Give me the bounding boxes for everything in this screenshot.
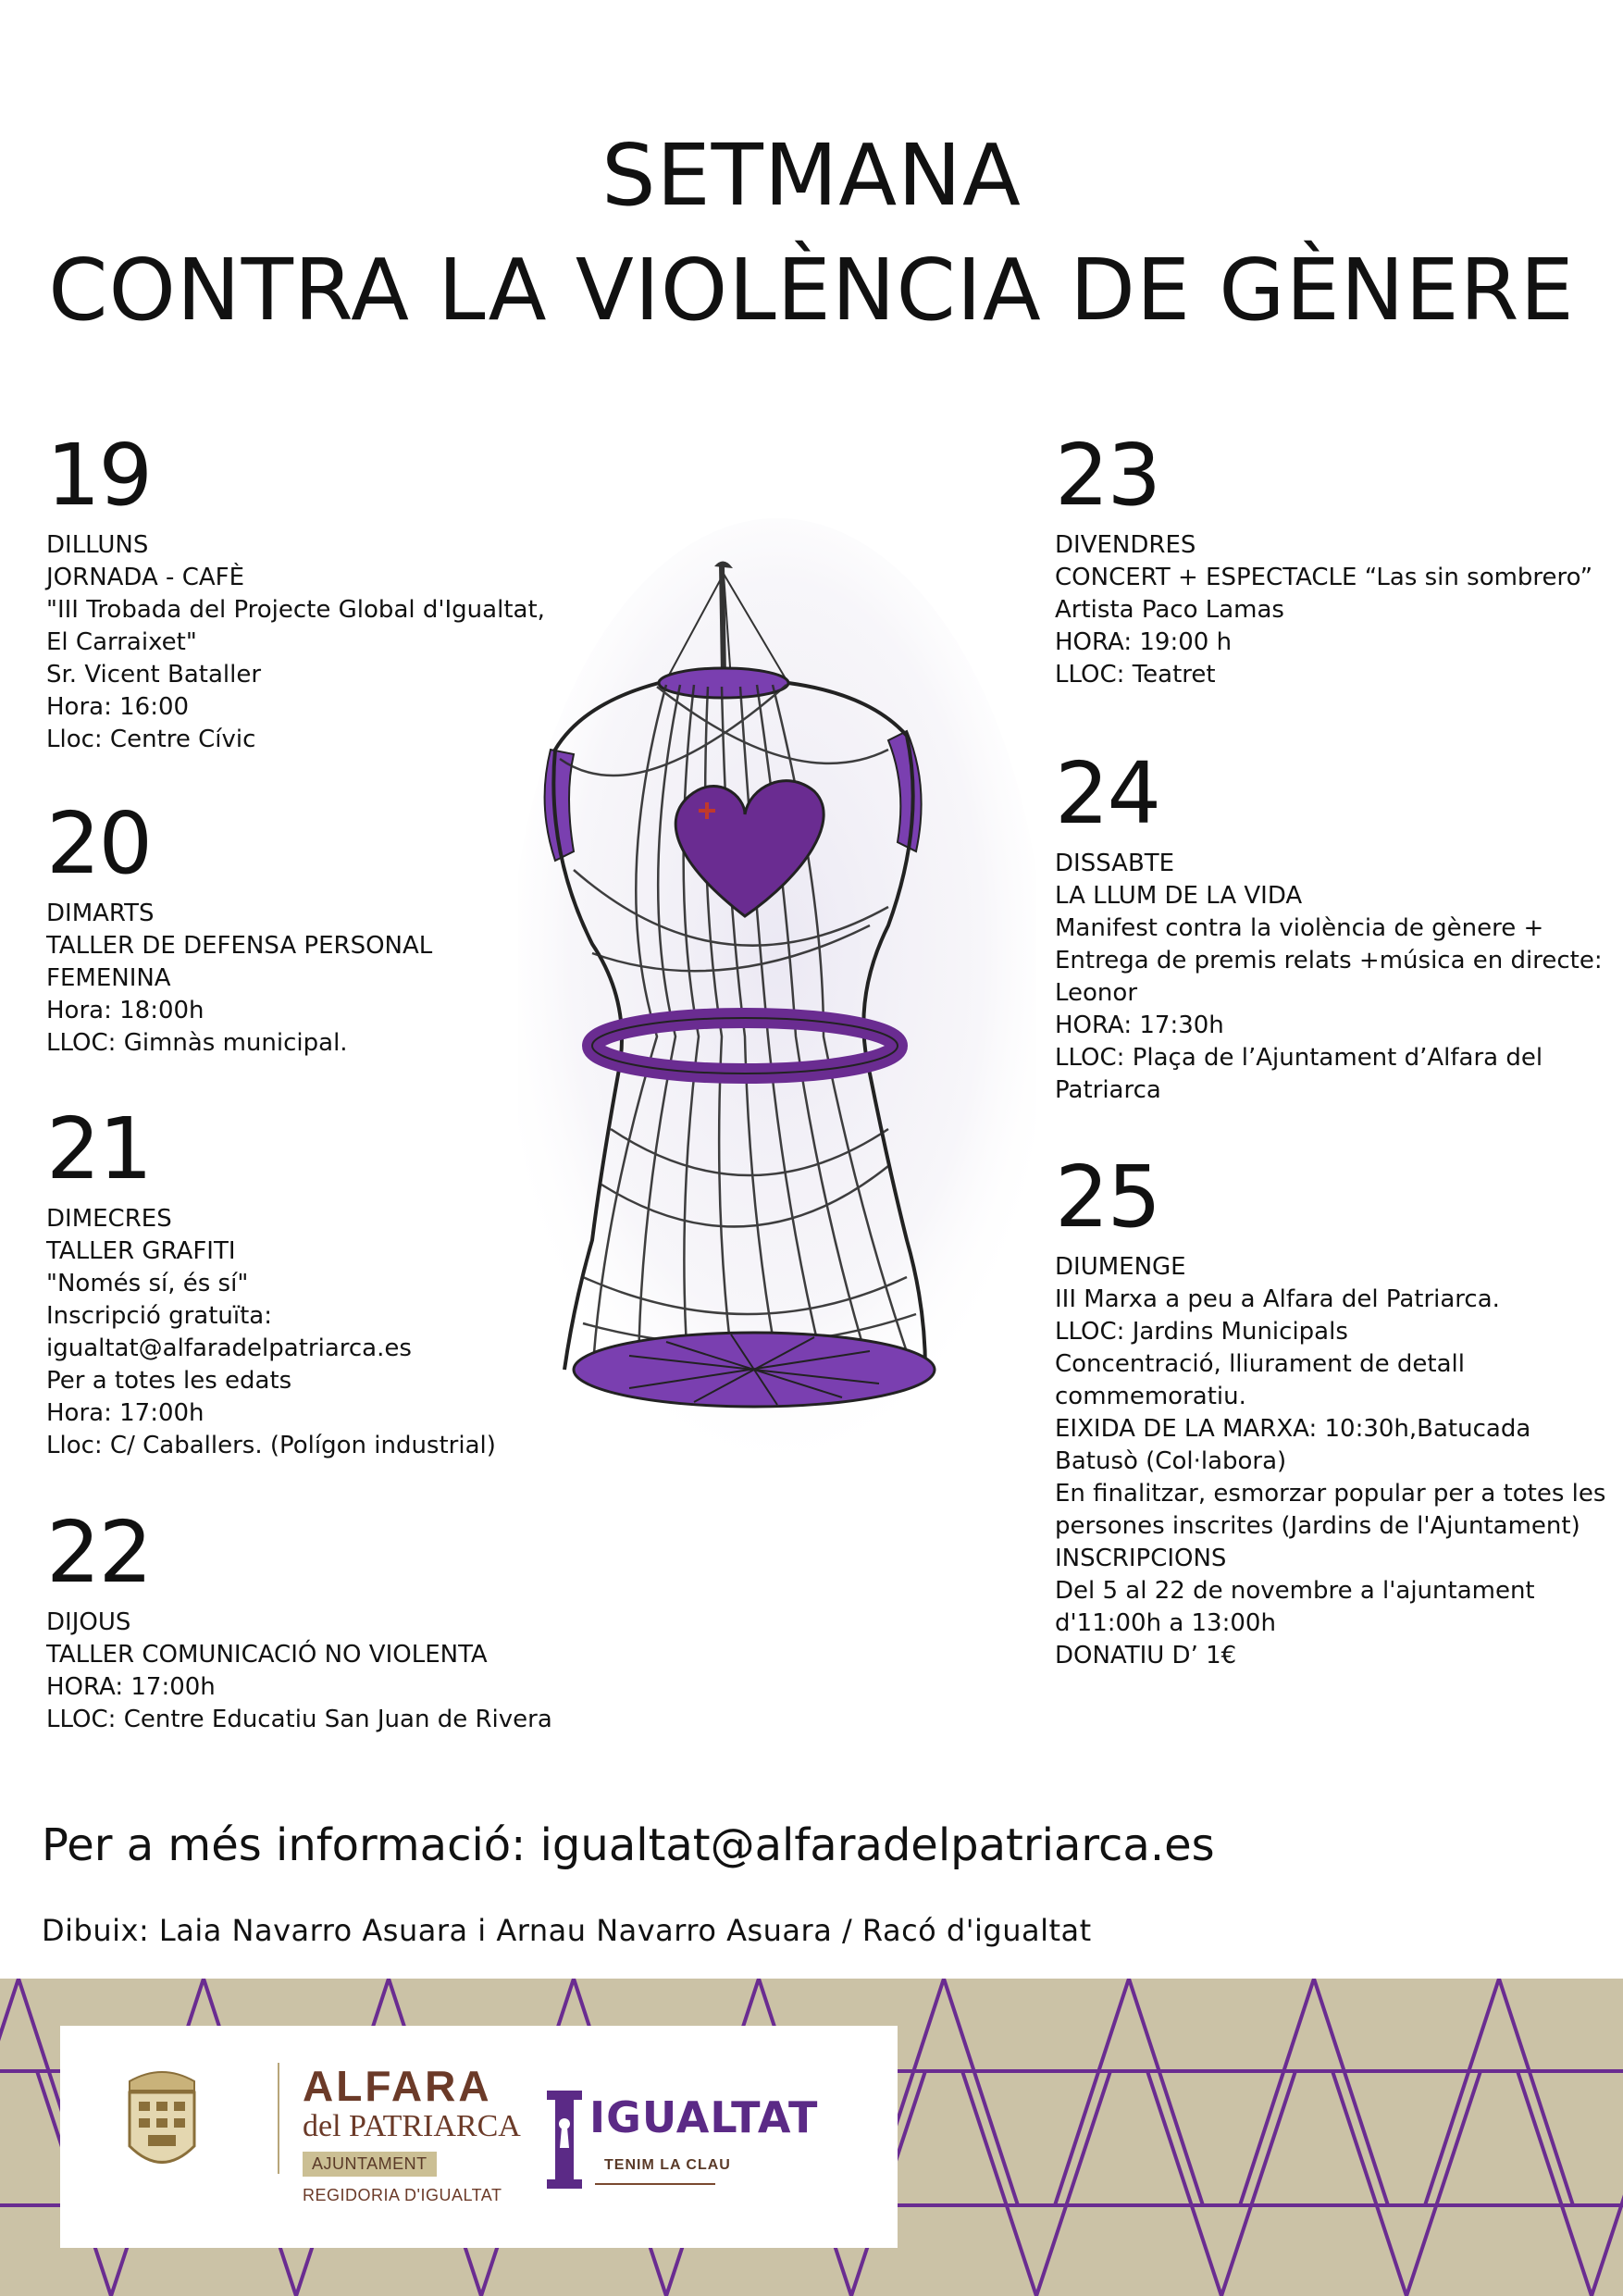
event-line: "Només sí, és sí" [46, 1270, 249, 1297]
event-line: HORA: 17:00h [46, 1673, 216, 1701]
event-day-23 [1055, 426, 1610, 691]
event-day-number: 20 [46, 794, 152, 893]
event-line: LA LLUM DE LA VIDA [1055, 882, 1303, 910]
event-line: LLOC: Plaça de l’Ajuntament d’Alfara del [1055, 1044, 1543, 1072]
event-line: TALLER GRAFITI [46, 1237, 236, 1265]
event-line: Patriarca [1055, 1076, 1161, 1104]
title-line-1: SETMANA [601, 126, 1022, 225]
event-line: DIVENDRES [1055, 531, 1196, 559]
ajuntament-badge: AJUNTAMENT [303, 2152, 437, 2177]
logo-divider [278, 2063, 279, 2174]
igualtat-name: IGUALTAT [589, 2092, 819, 2142]
event-line: DONATIU D’ 1€ [1055, 1642, 1237, 1669]
alfara-name: ALFARA [303, 2062, 492, 2110]
event-line: CONCERT + ESPECTACLE “Las sin sombrero” [1055, 564, 1593, 591]
event-line: El Carraixet" [46, 628, 197, 656]
event-line: Del 5 al 22 de novembre a l'ajuntament [1055, 1577, 1535, 1605]
event-line: Leonor [1055, 979, 1138, 1007]
event-line: Artista Paco Lamas [1055, 596, 1284, 624]
coat-of-arms-icon [120, 2063, 204, 2183]
event-day-25 [1055, 1148, 1610, 1672]
event-line: Concentració, lliurament de detall [1055, 1350, 1465, 1378]
event-line: persones inscrites (Jardins de l'Ajuntament) [1055, 1512, 1580, 1540]
event-line: Hora: 16:00 [46, 693, 190, 721]
regidoria-label: REGIDORIA D'IGUALTAT [303, 2186, 502, 2204]
event-line: DIUMENGE [1055, 1253, 1186, 1281]
event-line: DISSABTE [1055, 850, 1175, 877]
event-day-number: 23 [1055, 426, 1160, 525]
title-line-2: CONTRA LA VIOLÈNCIA DE GÈNERE [48, 241, 1575, 340]
alfara-logo [303, 2063, 521, 2205]
event-line: Batusò (Col·labora) [1055, 1447, 1287, 1475]
event-line: DILLUNS [46, 531, 149, 559]
event-line: DIMARTS [46, 900, 155, 927]
poster-title [0, 118, 1623, 348]
event-line: INSCRIPCIONS [1055, 1545, 1227, 1572]
event-line: LLOC: Jardins Municipals [1055, 1318, 1348, 1346]
event-line: Lloc: Centre Cívic [46, 726, 256, 753]
event-line: Manifest contra la violència de gènere + [1055, 914, 1544, 942]
event-line: TALLER COMUNICACIÓ NO VIOLENTA [46, 1641, 488, 1669]
event-line: d'11:00h a 13:00h [1055, 1609, 1276, 1637]
event-line: Per a totes les edats [46, 1367, 292, 1395]
event-day-number: 24 [1055, 744, 1160, 843]
event-line: Hora: 17:00h [46, 1399, 204, 1427]
event-day-24 [1055, 744, 1610, 1107]
event-line: HORA: 19:00 h [1055, 628, 1233, 656]
event-day-number: 25 [1055, 1148, 1160, 1247]
igualtat-underline [595, 2183, 715, 2185]
event-day-number: 19 [46, 426, 152, 525]
event-day-22 [46, 1503, 620, 1736]
event-line: "III Trobada del Projecte Global d'Igualtat, [46, 596, 545, 624]
event-line: En finalitzar, esmorzar popular per a totes les [1055, 1480, 1606, 1508]
event-day-number: 21 [46, 1099, 152, 1198]
info-line: Per a més informació: igualtat@alfaradelpatriarca.es [42, 1819, 1215, 1871]
event-line: TALLER DE DEFENSA PERSONAL [46, 932, 433, 960]
event-day-number: 22 [46, 1503, 152, 1602]
mannequin-cage-drawing [518, 518, 1036, 1462]
event-line: FEMENINA [46, 964, 171, 992]
event-line: Sr. Vicent Bataller [46, 661, 262, 689]
keyhole-icon [541, 2091, 588, 2192]
event-line: EIXIDA DE LA MARXA: 10:30h,Batucada [1055, 1415, 1531, 1443]
event-line: HORA: 17:30h [1055, 1011, 1224, 1039]
event-line: commemoratiu. [1055, 1383, 1246, 1410]
logos-panel [60, 2026, 898, 2248]
event-line: JORNADA - CAFÈ [46, 564, 245, 591]
igualtat-logo [541, 2072, 819, 2202]
event-line: LLOC: Gimnàs municipal. [46, 1029, 348, 1057]
event-line: DIJOUS [46, 1608, 131, 1636]
event-line: Lloc: C/ Caballers. (Polígon industrial) [46, 1432, 496, 1459]
drawing-credit: Dibuix: Laia Navarro Asuara i Arnau Navarro Asuara / Racó d'igualtat [42, 1913, 1092, 1948]
event-line: Inscripció gratuïta: [46, 1302, 273, 1330]
event-line: igualtat@alfaradelpatriarca.es [46, 1334, 412, 1362]
event-line: III Marxa a peu a Alfara del Patriarca. [1055, 1285, 1500, 1313]
event-line: DIMECRES [46, 1205, 172, 1233]
igualtat-tagline: TENIM LA CLAU [604, 2157, 731, 2173]
event-line: LLOC: Centre Educatiu San Juan de Rivera [46, 1706, 552, 1733]
event-line: Hora: 18:00h [46, 997, 204, 1024]
event-line: Entrega de premis relats +música en directe: [1055, 947, 1603, 974]
alfara-sub: del PATRIARCA [303, 2109, 521, 2143]
event-line: LLOC: Teatret [1055, 661, 1216, 689]
